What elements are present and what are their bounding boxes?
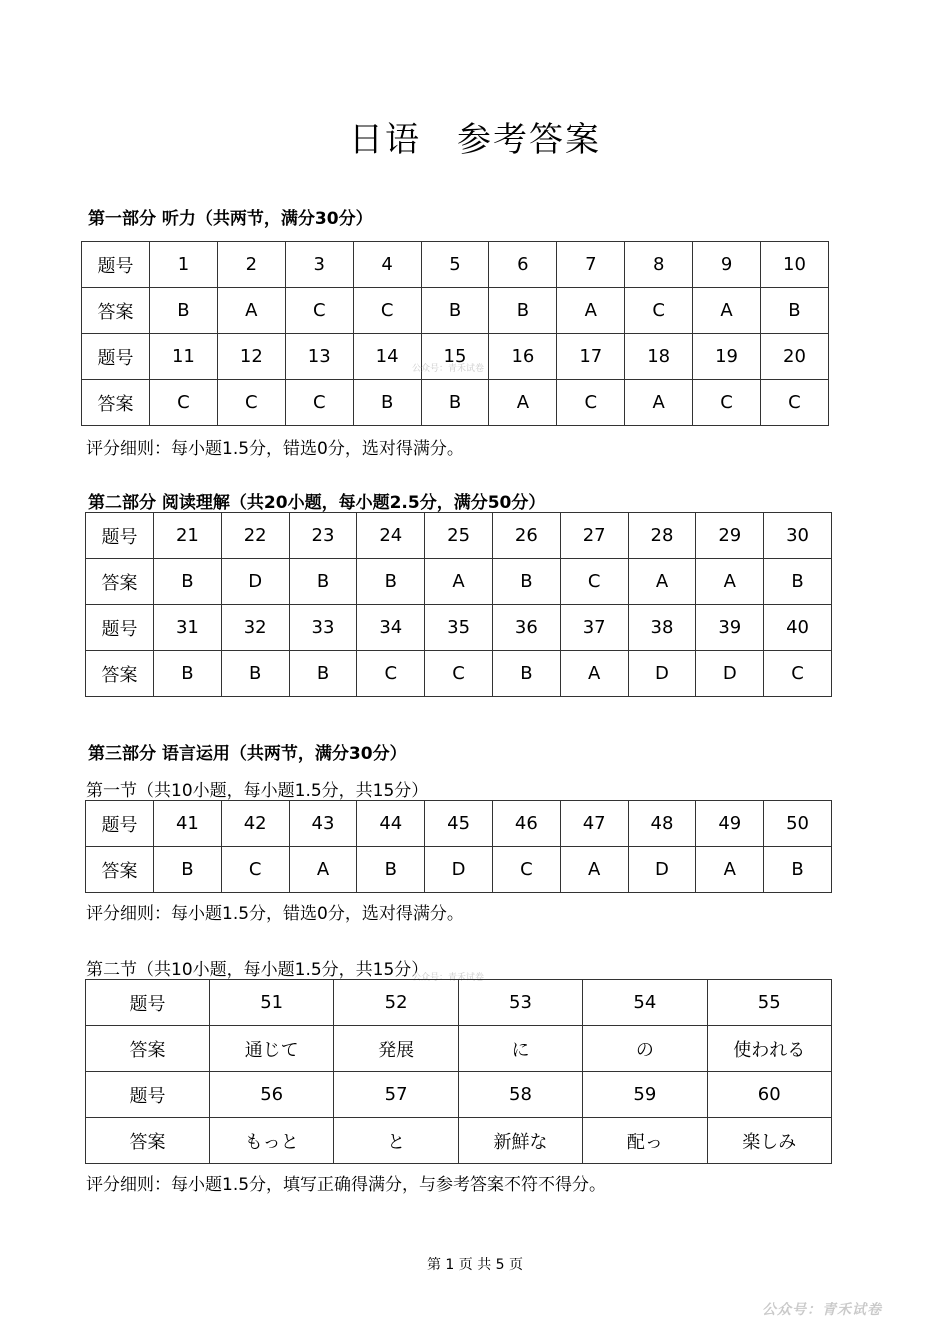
answer-label: 答案 bbox=[82, 380, 150, 426]
table-row bbox=[82, 380, 829, 426]
answer-cell: B bbox=[764, 847, 832, 893]
answer-cell: B bbox=[761, 288, 829, 334]
table-row bbox=[86, 847, 832, 893]
part3-section1-heading: 第一节（共10小题，每小题1.5分，共15分） bbox=[86, 781, 429, 801]
answer-cell: に bbox=[458, 1026, 582, 1072]
table-row bbox=[86, 1026, 832, 1072]
answer-cell: D bbox=[628, 651, 696, 697]
question-number-label: 题号 bbox=[86, 801, 154, 847]
question-number-cell: 47 bbox=[560, 801, 628, 847]
question-number-cell: 51 bbox=[210, 980, 334, 1026]
question-number-cell: 46 bbox=[492, 801, 560, 847]
answer-cell: の bbox=[583, 1026, 707, 1072]
question-number-cell: 55 bbox=[707, 980, 831, 1026]
part3-heading: 第三部分 语言运用（共两节，满分30分） bbox=[88, 744, 407, 764]
answer-cell: B bbox=[154, 847, 222, 893]
question-number-cell: 16 bbox=[489, 334, 557, 380]
question-number-cell: 12 bbox=[217, 334, 285, 380]
answer-cell: D bbox=[628, 847, 696, 893]
question-number-cell: 36 bbox=[492, 605, 560, 651]
answer-cell: A bbox=[425, 559, 493, 605]
table-row bbox=[86, 651, 832, 697]
question-number-cell: 31 bbox=[154, 605, 222, 651]
part3-section1-note: 评分细则：每小题1.5分，错选0分，选对得满分。 bbox=[86, 904, 464, 924]
question-number-label: 题号 bbox=[82, 242, 150, 288]
question-number-cell: 56 bbox=[210, 1072, 334, 1118]
question-number-cell: 10 bbox=[761, 242, 829, 288]
answer-cell: B bbox=[492, 651, 560, 697]
answer-cell: D bbox=[425, 847, 493, 893]
part1-note: 评分细则：每小题1.5分，错选0分，选对得满分。 bbox=[86, 439, 464, 459]
question-number-cell: 38 bbox=[628, 605, 696, 651]
answer-cell: C bbox=[693, 380, 761, 426]
question-number-cell: 53 bbox=[458, 980, 582, 1026]
answer-cell: A bbox=[560, 847, 628, 893]
watermark-center: 公众号：青禾试卷 bbox=[412, 364, 485, 374]
answer-cell: A bbox=[560, 651, 628, 697]
answer-cell: C bbox=[217, 380, 285, 426]
question-number-cell: 1 bbox=[150, 242, 218, 288]
answer-cell: C bbox=[285, 380, 353, 426]
answer-cell: A bbox=[696, 559, 764, 605]
answer-label: 答案 bbox=[86, 559, 154, 605]
answer-cell: A bbox=[489, 380, 557, 426]
answer-cell: B bbox=[489, 288, 557, 334]
question-number-cell: 29 bbox=[696, 513, 764, 559]
table-row bbox=[86, 1072, 832, 1118]
part2-heading: 第二部分 阅读理解（共20小题，每小题2.5分，满分50分） bbox=[88, 493, 546, 513]
answer-cell: C bbox=[560, 559, 628, 605]
page-title: 日语 参考答案 bbox=[349, 120, 601, 160]
answer-cell: 新鮮な bbox=[458, 1118, 582, 1164]
question-number-cell: 48 bbox=[628, 801, 696, 847]
question-number-cell: 21 bbox=[154, 513, 222, 559]
answer-cell: B bbox=[353, 380, 421, 426]
question-number-cell: 39 bbox=[696, 605, 764, 651]
table-row bbox=[86, 1118, 832, 1164]
question-number-cell: 60 bbox=[707, 1072, 831, 1118]
answer-label: 答案 bbox=[86, 1026, 210, 1072]
question-number-cell: 14 bbox=[353, 334, 421, 380]
question-number-cell: 6 bbox=[489, 242, 557, 288]
question-number-cell: 52 bbox=[334, 980, 458, 1026]
question-number-cell: 41 bbox=[154, 801, 222, 847]
table-row bbox=[82, 242, 829, 288]
watermark-center-2: 公众号：青禾试卷 bbox=[412, 973, 485, 983]
answer-cell: C bbox=[150, 380, 218, 426]
answer-cell: C bbox=[492, 847, 560, 893]
question-number-cell: 30 bbox=[764, 513, 832, 559]
answer-cell: B bbox=[221, 651, 289, 697]
question-number-cell: 23 bbox=[289, 513, 357, 559]
question-number-cell: 33 bbox=[289, 605, 357, 651]
part1-heading: 第一部分 听力（共两节，满分30分） bbox=[88, 209, 373, 229]
answer-cell: C bbox=[285, 288, 353, 334]
question-number-cell: 42 bbox=[221, 801, 289, 847]
part3-section2-note: 评分细则：每小题1.5分，填写正确得满分，与参考答案不符不得分。 bbox=[86, 1175, 607, 1195]
answer-cell: D bbox=[696, 651, 764, 697]
question-number-cell: 32 bbox=[221, 605, 289, 651]
question-number-cell: 11 bbox=[150, 334, 218, 380]
table-row bbox=[86, 559, 832, 605]
question-number-cell: 35 bbox=[425, 605, 493, 651]
answer-cell: B bbox=[421, 380, 489, 426]
answer-cell: B bbox=[154, 651, 222, 697]
question-number-cell: 49 bbox=[696, 801, 764, 847]
question-number-cell: 26 bbox=[492, 513, 560, 559]
watermark-corner: 公众号：青禾试卷 bbox=[762, 1302, 882, 1318]
question-number-cell: 24 bbox=[357, 513, 425, 559]
question-number-cell: 18 bbox=[625, 334, 693, 380]
part3-section2-table bbox=[85, 979, 832, 1164]
question-number-cell: 2 bbox=[217, 242, 285, 288]
answer-cell: A bbox=[289, 847, 357, 893]
question-number-cell: 17 bbox=[557, 334, 625, 380]
question-number-cell: 20 bbox=[761, 334, 829, 380]
question-number-cell: 54 bbox=[583, 980, 707, 1026]
answer-label: 答案 bbox=[86, 1118, 210, 1164]
part3-section1-table bbox=[85, 800, 832, 893]
question-number-label: 题号 bbox=[82, 334, 150, 380]
answer-cell: B bbox=[357, 559, 425, 605]
question-number-label: 题号 bbox=[86, 513, 154, 559]
answer-cell: B bbox=[421, 288, 489, 334]
answer-cell: D bbox=[221, 559, 289, 605]
page-footer: 第 1 页 共 5 页 bbox=[426, 1257, 524, 1273]
answer-cell: A bbox=[217, 288, 285, 334]
answer-cell: A bbox=[557, 288, 625, 334]
answer-cell: A bbox=[625, 380, 693, 426]
answer-cell: 使われる bbox=[707, 1026, 831, 1072]
part2-table bbox=[85, 512, 832, 697]
answer-cell: 楽しみ bbox=[707, 1118, 831, 1164]
table-row bbox=[86, 605, 832, 651]
answer-cell: B bbox=[154, 559, 222, 605]
answer-cell: もっと bbox=[210, 1118, 334, 1164]
question-number-cell: 15 bbox=[421, 334, 489, 380]
answer-cell: B bbox=[150, 288, 218, 334]
answer-cell: C bbox=[557, 380, 625, 426]
answer-cell: C bbox=[761, 380, 829, 426]
question-number-cell: 50 bbox=[764, 801, 832, 847]
table-row bbox=[82, 288, 829, 334]
question-number-cell: 25 bbox=[425, 513, 493, 559]
answer-cell: B bbox=[289, 651, 357, 697]
question-number-cell: 7 bbox=[557, 242, 625, 288]
part1-table bbox=[81, 241, 829, 426]
answer-cell: C bbox=[425, 651, 493, 697]
answer-cell: B bbox=[289, 559, 357, 605]
answer-cell: B bbox=[764, 559, 832, 605]
table-row bbox=[86, 980, 832, 1026]
answer-cell: C bbox=[764, 651, 832, 697]
answer-cell: A bbox=[696, 847, 764, 893]
question-number-cell: 3 bbox=[285, 242, 353, 288]
question-number-cell: 34 bbox=[357, 605, 425, 651]
question-number-cell: 58 bbox=[458, 1072, 582, 1118]
answer-cell: C bbox=[353, 288, 421, 334]
question-number-cell: 4 bbox=[353, 242, 421, 288]
answer-cell: B bbox=[357, 847, 425, 893]
question-number-label: 题号 bbox=[86, 605, 154, 651]
answer-cell: C bbox=[625, 288, 693, 334]
question-number-cell: 19 bbox=[693, 334, 761, 380]
answer-cell: C bbox=[221, 847, 289, 893]
question-number-cell: 59 bbox=[583, 1072, 707, 1118]
answer-label: 答案 bbox=[82, 288, 150, 334]
table-row bbox=[86, 513, 832, 559]
answer-cell: B bbox=[492, 559, 560, 605]
question-number-cell: 5 bbox=[421, 242, 489, 288]
question-number-cell: 57 bbox=[334, 1072, 458, 1118]
answer-cell: A bbox=[693, 288, 761, 334]
question-number-cell: 27 bbox=[560, 513, 628, 559]
question-number-cell: 45 bbox=[425, 801, 493, 847]
answer-cell: C bbox=[357, 651, 425, 697]
table-row bbox=[86, 801, 832, 847]
question-number-label: 题号 bbox=[86, 1072, 210, 1118]
answer-cell: 配っ bbox=[583, 1118, 707, 1164]
answer-cell: 通じて bbox=[210, 1026, 334, 1072]
question-number-cell: 40 bbox=[764, 605, 832, 651]
question-number-cell: 37 bbox=[560, 605, 628, 651]
answer-cell: と bbox=[334, 1118, 458, 1164]
question-number-cell: 9 bbox=[693, 242, 761, 288]
question-number-cell: 44 bbox=[357, 801, 425, 847]
answer-cell: 発展 bbox=[334, 1026, 458, 1072]
answer-label: 答案 bbox=[86, 847, 154, 893]
question-number-cell: 22 bbox=[221, 513, 289, 559]
question-number-cell: 8 bbox=[625, 242, 693, 288]
question-number-label: 题号 bbox=[86, 980, 210, 1026]
question-number-cell: 13 bbox=[285, 334, 353, 380]
question-number-cell: 28 bbox=[628, 513, 696, 559]
answer-label: 答案 bbox=[86, 651, 154, 697]
question-number-cell: 43 bbox=[289, 801, 357, 847]
answer-cell: A bbox=[628, 559, 696, 605]
part3-section2-heading: 第二节（共10小题，每小题1.5分，共15分） bbox=[86, 960, 429, 980]
